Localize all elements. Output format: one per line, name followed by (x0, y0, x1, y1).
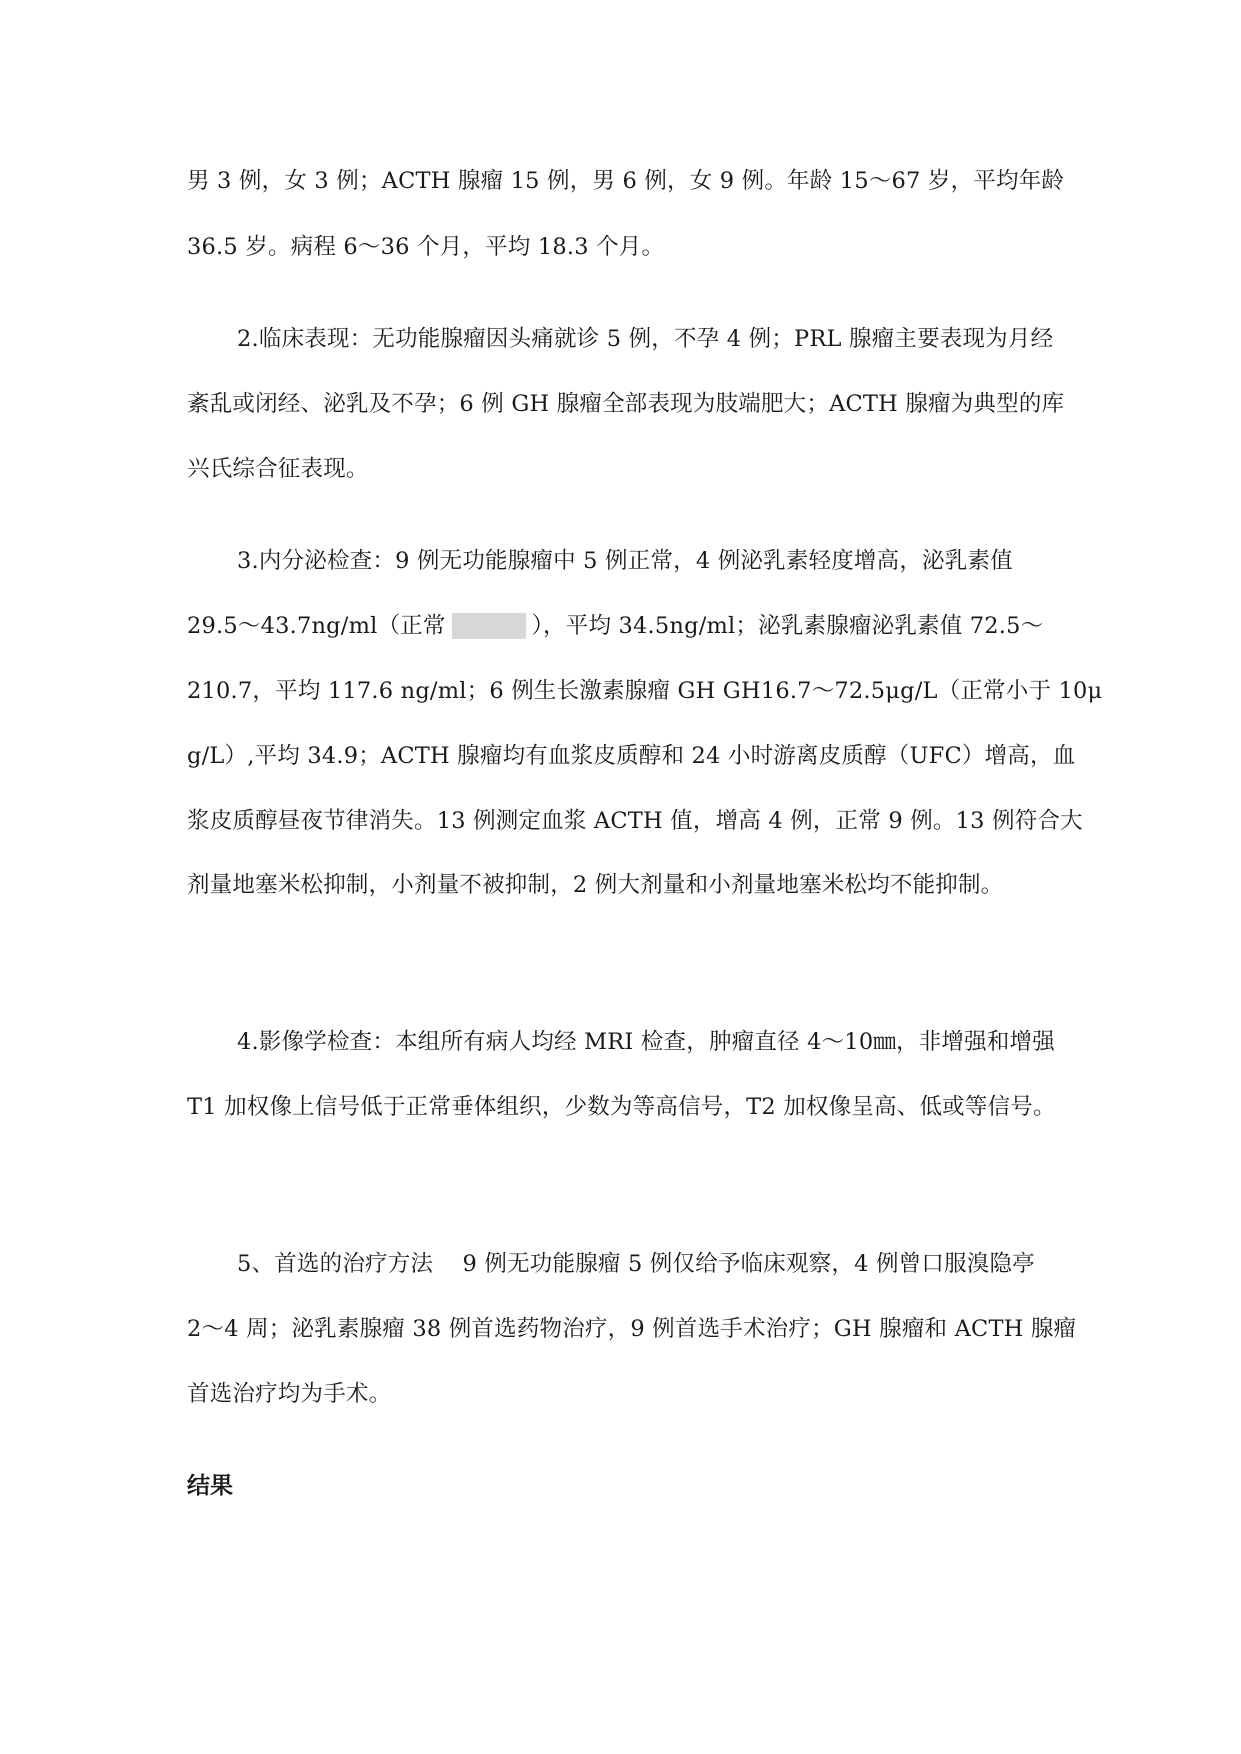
paragraph-1-line-2: 36.5 岁。病程 6～36 个月，平均 18.3 个月。 (187, 234, 665, 260)
paragraph-3-line-2 (187, 611, 1043, 641)
paragraph-3-line-2-after: ），平均 34.5ng/ml；泌乳素腺瘤泌乳素值 72.5～ (531, 613, 1044, 639)
paragraph-2-line-2: 紊乱或闭经、泌乳及不孕；6 例 GH 腺瘤全部表现为肢端肥大；ACTH 腺瘤为典型的库 (187, 391, 1065, 417)
paragraph-5-line-1: 5、首选的治疗方法 9 例无功能腺瘤 5 例仅给予临床观察，4 例曾口服溴隐亭 (237, 1251, 1035, 1277)
paragraph-3-line-4: g/L）,平均 34.9；ACTH 腺瘤均有血浆皮质醇和 24 小时游离皮质醇（UFC）增高，血 (187, 743, 1076, 769)
paragraph-4-line-2: T1 加权像上信号低于正常垂体组织，少数为等高信号，T2 加权像呈高、低或等信号。 (187, 1094, 1056, 1120)
paragraph-1-line-1: 男 3 例，女 3 例；ACTH 腺瘤 15 例，男 6 例，女 9 例。年龄 15～67 岁，平均年龄 (187, 168, 1065, 194)
paragraph-3-line-6: 剂量地塞米松抑制，小剂量不被抑制，2 例大剂量和小剂量地塞米松均不能抑制。 (187, 872, 1004, 898)
paragraph-3-line-2-before: 29.5～43.7ng/ml（正常 (187, 613, 446, 639)
paragraph-5-line-2: 2～4 周；泌乳素腺瘤 38 例首选药物治疗，9 例首选手术治疗；GH 腺瘤和 ACTH 腺瘤 (187, 1316, 1077, 1342)
paragraph-3-line-3: 210.7，平均 117.6 ng/ml；6 例生长激素腺瘤 GH GH16.7～72.5μg/L（正常小于 10μ (187, 678, 1103, 704)
paragraph-2-line-1: 2.临床表现：无功能腺瘤因头痛就诊 5 例，不孕 4 例；PRL 腺瘤主要表现为月经 (237, 326, 1054, 352)
section-heading-results: 结果 (187, 1473, 233, 1499)
redaction-block (452, 613, 526, 639)
paragraph-4-line-1: 4.影像学检查：本组所有病人均经 MRI 检查，肿瘤直径 4～10㎜，非增强和增强 (237, 1029, 1055, 1055)
paragraph-2-line-3: 兴氏综合征表现。 (187, 456, 369, 482)
paragraph-3-line-5: 浆皮质醇昼夜节律消失。13 例测定血浆 ACTH 值，增高 4 例，正常 9 例。13 例符合大 (187, 808, 1083, 834)
paragraph-3-line-1: 3.内分泌检查：9 例无功能腺瘤中 5 例正常，4 例泌乳素轻度增高，泌乳素值 (237, 548, 1013, 574)
paragraph-5-line-3: 首选治疗均为手术。 (187, 1381, 392, 1407)
